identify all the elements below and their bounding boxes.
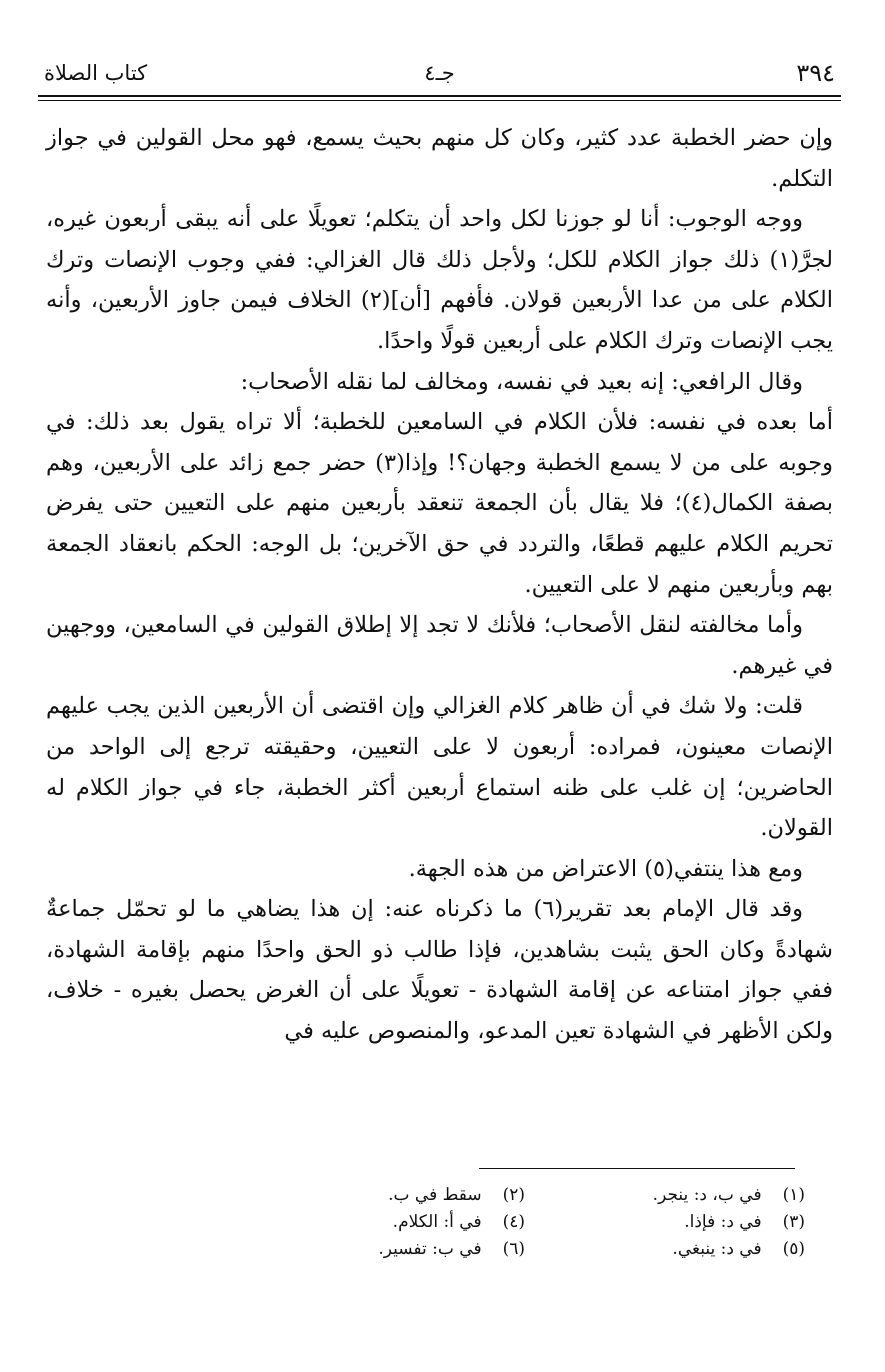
footnote-text: سقط في ب. xyxy=(388,1185,482,1205)
footnote-text: في د: فإذا. xyxy=(684,1212,762,1232)
footnote xyxy=(245,1182,525,1209)
paragraph: وأما مخالفته لنقل الأصحاب؛ فلأنك لا تجد إلا إطلاق القولين في السامعين، ووجهين في غيرهم. xyxy=(46,612,833,679)
footnote-separator xyxy=(479,1168,795,1169)
paragraph: وقد قال الإمام بعد تقرير(٦) ما ذكرناه عنه: إن هذا يضاهي ما لو تحمّل جماعةٌ شهادةً وكان الحق يثبت بشاهدين، فإذا طالب ذو الحق واحدًا منهم بإقامة الشهادة، ففي جواز امتناعه عن إقامة الشهادة - تعويلًا على أن الغرض يحصل بغيره - خلاف، ولكن الأظهر في الشهادة تعين المدعو، والمنصوص عليه في xyxy=(46,896,833,1045)
footnote xyxy=(245,1236,525,1263)
footnote-text: في أ: الكلام. xyxy=(392,1212,482,1232)
footnote-number: (١) xyxy=(782,1185,805,1205)
page-number: ٣٩٤ xyxy=(796,59,835,87)
footnote-text: في ب: تفسير. xyxy=(378,1239,482,1259)
footnote-number: (٥) xyxy=(782,1239,805,1259)
footnote xyxy=(525,1236,805,1263)
paragraph: ومع هذا ينتفي(٥) الاعتراض من هذه الجهة. xyxy=(408,855,803,882)
footnote-number: (٦) xyxy=(502,1239,525,1259)
footnotes xyxy=(245,1182,805,1263)
footnote-row xyxy=(245,1236,805,1263)
book-title: كتاب الصلاة xyxy=(44,61,148,85)
main-text xyxy=(46,118,833,1052)
footnote-number: (٤) xyxy=(502,1212,525,1232)
footnote xyxy=(525,1209,805,1236)
paragraph: وقال الرافعي: إنه بعيد في نفسه، ومخالف لما نقله الأصحاب: xyxy=(240,368,803,395)
footnote-number: (٢) xyxy=(502,1185,525,1205)
paragraph: ووجه الوجوب: أنا لو جوزنا لكل واحد أن يتكلم؛ تعويلًا على أنه يبقى أربعون غيره، لجرَّ(١) ذلك جواز الكلام للكل؛ ولأجل ذلك قال الغزالي: ففي وجوب الإنصات وترك الكلام على من عدا الأربعين قولان. فأفهم [أن](٢) الخلاف فيمن جاوز الأربعين، وأنه يجب الإنصات وترك الكلام على أربعين قولًا واحدًا. xyxy=(46,206,834,354)
footnote-text: في ب، د: ينجر. xyxy=(652,1185,762,1205)
footnote-number: (٣) xyxy=(782,1212,805,1232)
header-rule-thick xyxy=(38,95,841,97)
volume-label: جـ٤ xyxy=(424,61,455,85)
paragraph: وإن حضر الخطبة عدد كثير، وكان كل منهم بحيث يسمع، فهو محل القولين في جواز التكلم. xyxy=(46,125,833,192)
paragraph: قلت: ولا شك في أن ظاهر كلام الغزالي وإن اقتضى أن الأربعين الذين يجب عليهم الإنصات معينون، فمراده: أربعون لا على التعيين، وحقيقته ترجع إلى الواحد من الحاضرين؛ إن غلب على ظنه استماع أربعين أكثر الخطبة، جاء في جواز الكلام له القولان. xyxy=(46,693,833,842)
footnote-text: في د: ينبغي. xyxy=(672,1239,762,1259)
paragraph: أما بعده في نفسه: فلأن الكلام في السامعين للخطبة؛ ألا تراه يقول بعد ذلك: في وجوبه على من لا يسمع الخطبة وجهان؟! وإذا(٣) حضر جمع زائد على الأربعين، وهم بصفة الكمال(٤)؛ فلا يقال بأن الجمعة تنعقد بأربعين منهم على التعيين حتى يفرض تحريم الكلام عليهم قطعًا، والتردد في حق الآخرين؛ بل الوجه: الحكم بانعقاد الجمعة بهم وبأربعين منهم لا على التعيين. xyxy=(46,409,833,598)
footnote xyxy=(525,1182,805,1209)
running-header xyxy=(44,56,835,90)
footnote xyxy=(245,1209,525,1236)
footnote-row xyxy=(245,1209,805,1236)
footnote-row xyxy=(245,1182,805,1209)
header-rule-thin xyxy=(38,100,841,101)
